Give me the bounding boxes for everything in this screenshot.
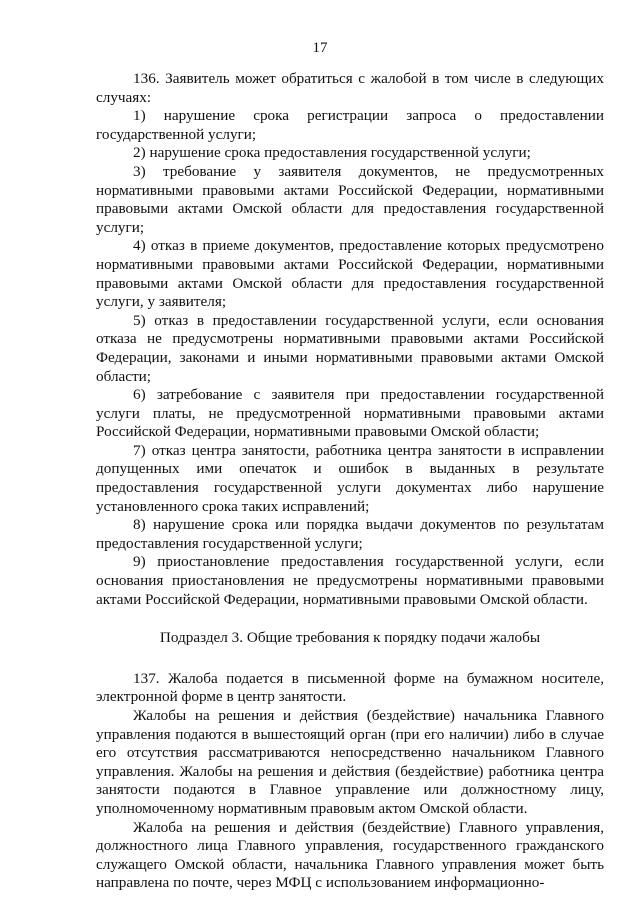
paragraph-complaints-submission: Жалоба на решения и действия (бездействие) Главного управления, должностного лица Главного управления, государственного гражданского служащего Омской области, начальника Главного управления может быть направлена по почте, через МФЦ с использованием информационно-: [96, 818, 604, 892]
subsection-heading: Подраздел 3. Общие требования к порядку подачи жалобы: [159, 629, 541, 647]
list-item-8: 8) нарушение срока или порядка выдачи документов по результатам предоставления государственной услуги;: [96, 516, 604, 552]
paragraph-complaints-head: Жалобы на решения и действия (бездействие) начальника Главного управления подаются в вышестоящий орган (при его наличии) либо в случае его отсутствия рассматриваются непосредственно начальником Главного управления. Жалобы на решения и действия (бездействие) работника центра занятости подаются в Главное управление или должностному лицу, уполномоченному нормативным правовым актом Омской области.: [96, 707, 604, 817]
list-item-5: 5) отказ в предоставлении государственной услуги, если основания отказа не предусмотрены нормативными правовыми актами Российской Федерации, законами и иными нормативными правовыми актами Омской области;: [96, 311, 604, 385]
list-item-2: 2) нарушение срока предоставления государственной услуги;: [133, 144, 531, 162]
page-number: 17: [312, 40, 328, 56]
list-item-3: 3) требование у заявителя документов, не предусмотренных нормативными правовыми актами Российской Федерации, нормативными правовыми актами Омской области для предоставления государственной услуги;: [96, 162, 604, 236]
list-item-4: 4) отказ в приеме документов, предоставление которых предусмотрено нормативными правовыми актами Российской Федерации, нормативными правовыми актами Омской области для предоставления государственной услуги, у заявителя;: [96, 237, 604, 311]
paragraph-136-intro: 136. Заявитель может обратиться с жалобой в том числе в следующих случаях:: [96, 70, 604, 106]
list-item-6: 6) затребование с заявителя при предоставлении государственной услуги платы, не предусмотренной нормативными правовыми актами Российской Федерации, нормативными правовыми Омской области;: [96, 386, 604, 441]
list-item-7: 7) отказ центра занятости, работника центра занятости в исправлении допущенных ими опечаток и ошибок в выданных в результате предоставления государственной услуги документах либо нарушение установленного срока таких исправлений;: [96, 441, 604, 515]
document-body: [96, 70, 604, 893]
list-item-9: 9) приостановление предоставления государственной услуги, если основания приостановления не предусмотрены нормативными правовыми актами Российской Федерации, нормативными правовыми Омской области.: [96, 553, 604, 608]
paragraph-137: 137. Жалоба подается в письменной форме на бумажном носителе, электронной форме в центр занятости.: [96, 669, 604, 706]
list-item-1: 1) нарушение срока регистрации запроса о предоставлении государственной услуги;: [96, 107, 604, 143]
